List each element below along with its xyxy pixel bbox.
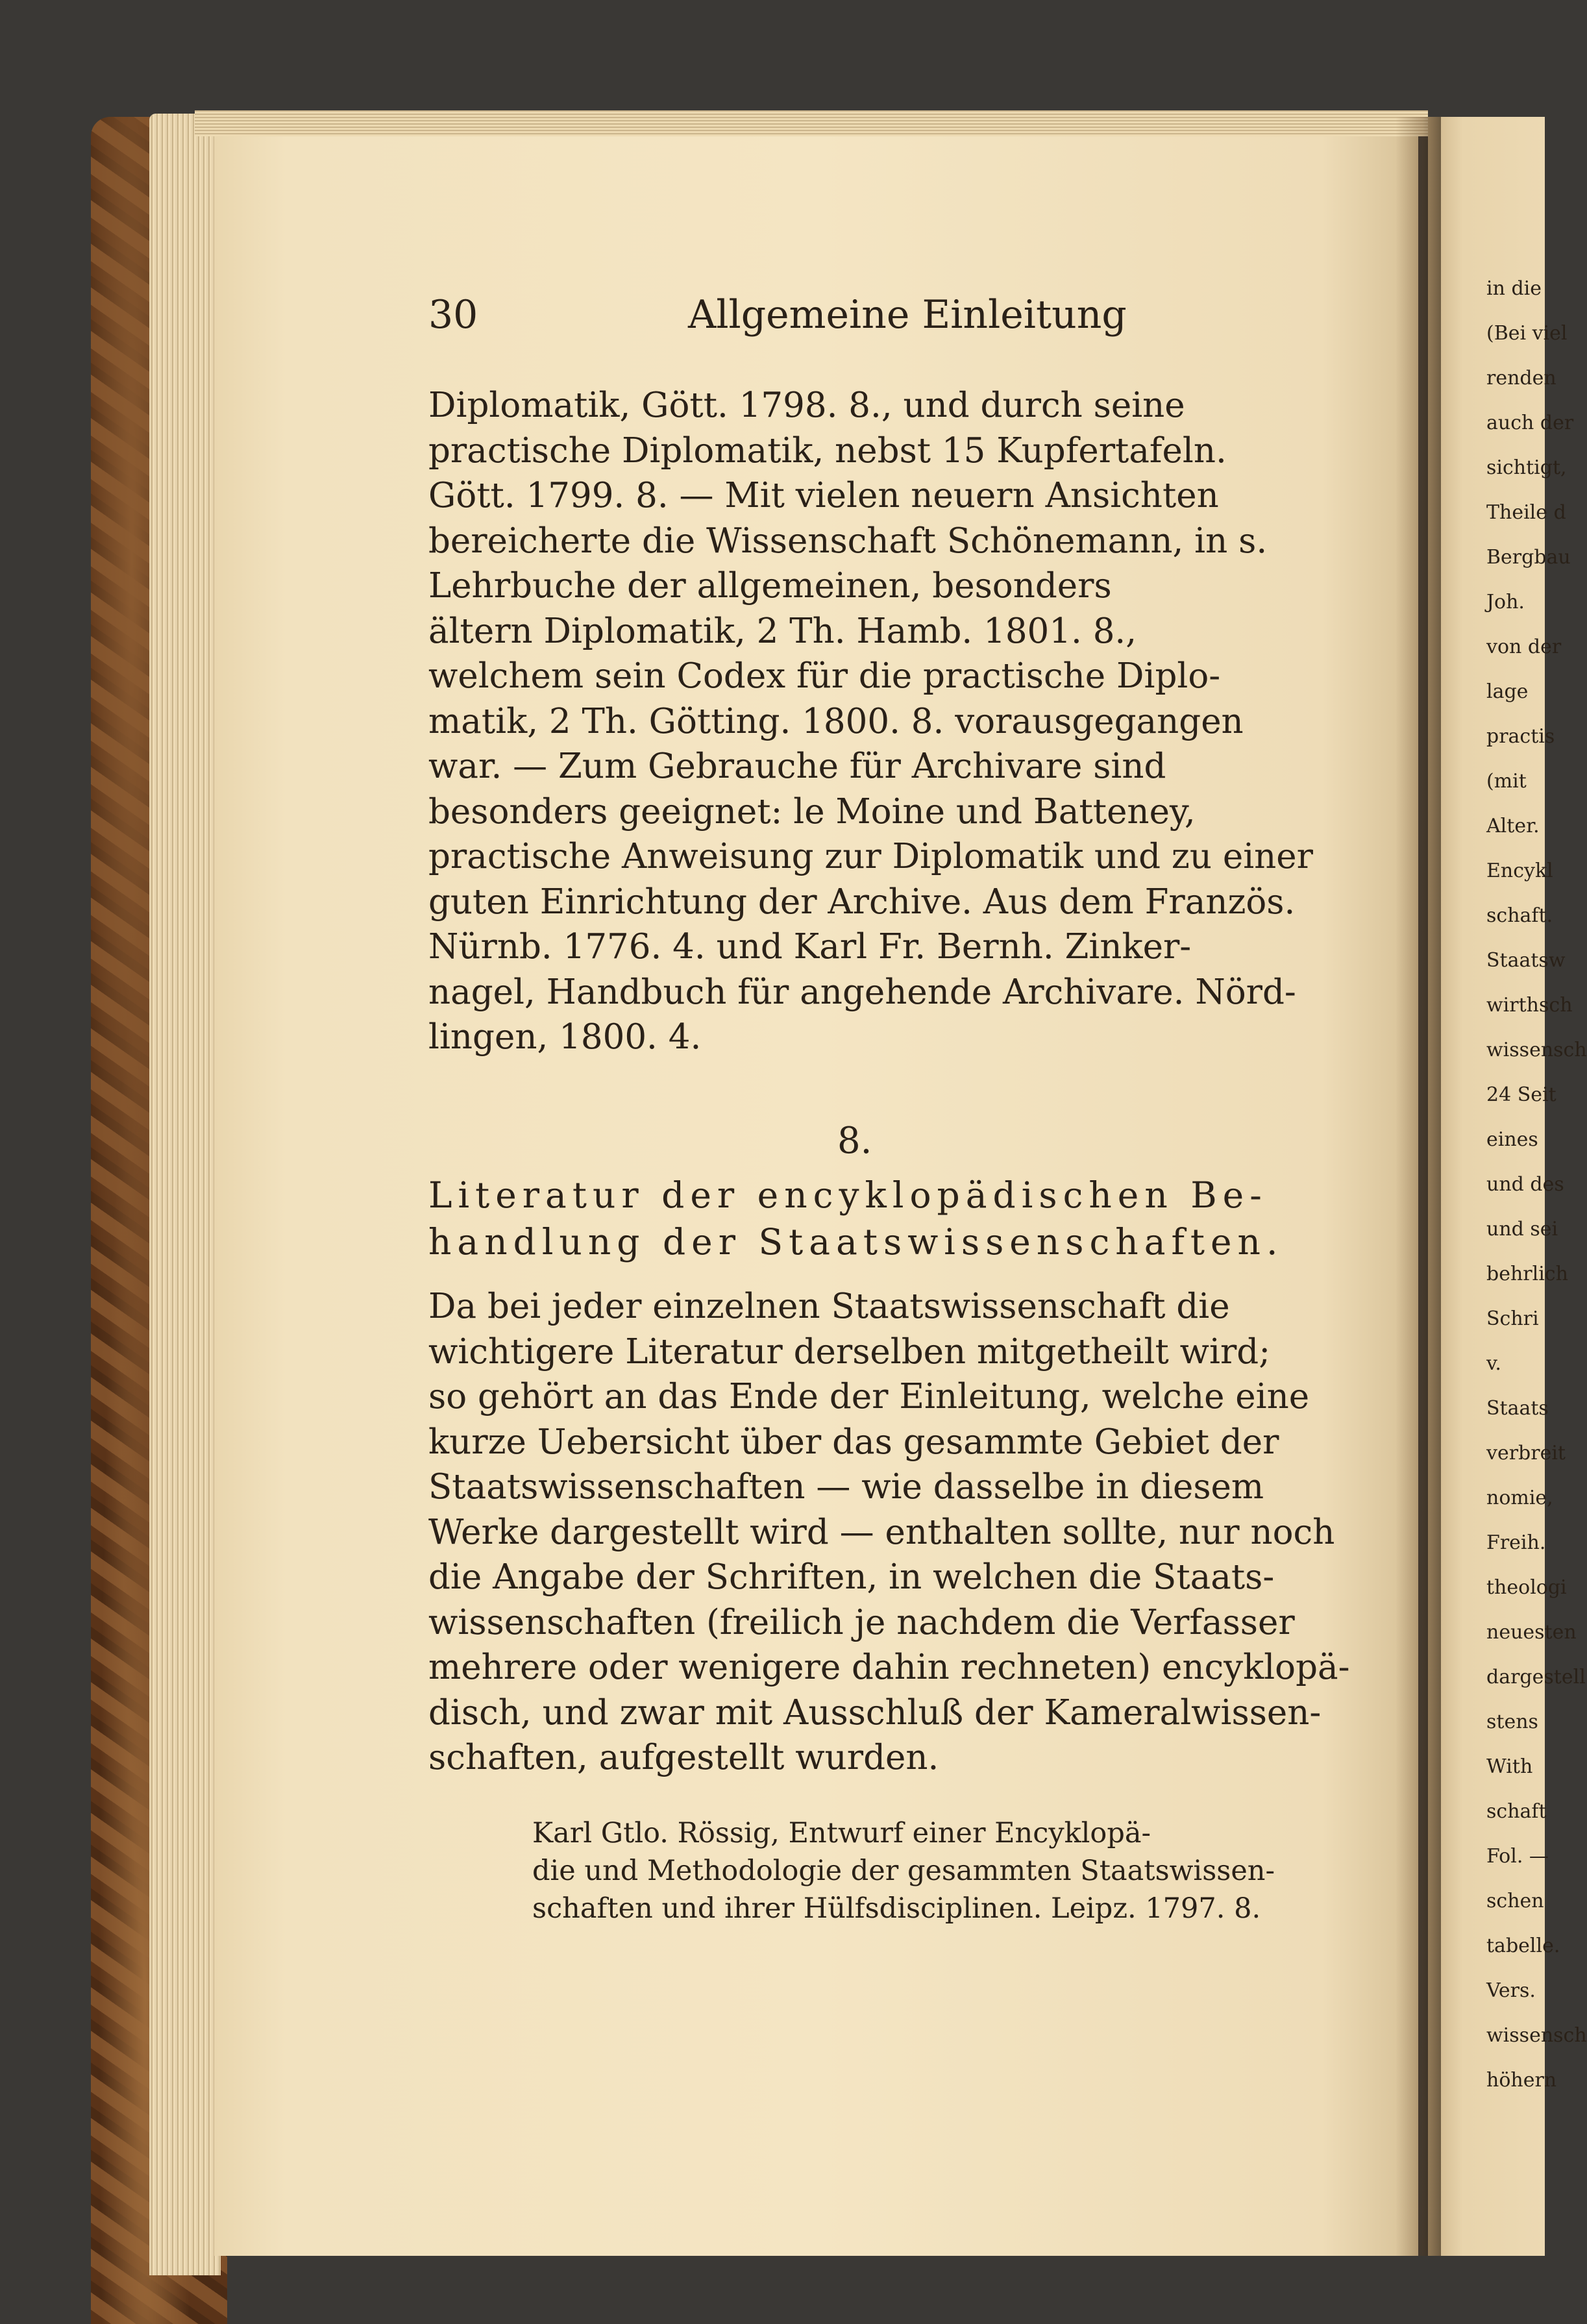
- facing-page-fragment: Alter.: [1486, 815, 1540, 837]
- text-line: ältern Diplomatik, 2 Th. Hamb. 1801. 8.,: [428, 611, 1137, 651]
- text-line: practische Diplomatik, nebst 15 Kupfertafeln.: [428, 430, 1227, 471]
- facing-page-fragment: von der: [1486, 636, 1562, 658]
- facing-page-fragment: schen: [1486, 1890, 1544, 1912]
- facing-page-fragment: wissensch: [1486, 2024, 1587, 2047]
- facing-page-fragment: Freih.: [1486, 1531, 1546, 1554]
- paragraph-1: [428, 383, 1318, 1060]
- page-top-edge: [195, 110, 1428, 136]
- facing-page-fragment: wirthsch: [1486, 994, 1573, 1017]
- text-line: Werke dargestellt wird — enthalten sollte, nur noch: [428, 1512, 1335, 1552]
- facing-page-fragment: v.: [1486, 1352, 1501, 1375]
- paragraph-2: [428, 1284, 1350, 1781]
- facing-page-fragment: lage: [1486, 680, 1529, 703]
- text-line: Gött. 1799. 8. — Mit vielen neuern Ansichten: [428, 476, 1219, 515]
- section-title-line: handlung der Staatswissenschaften.: [428, 1221, 1284, 1263]
- text-line: schaften, aufgestellt wurden.: [428, 1738, 939, 1777]
- text-line: Diplomatik, Gött. 1798. 8., und durch seine: [428, 386, 1185, 425]
- facing-page-fragment: Bergbau: [1486, 546, 1571, 569]
- page-edges: [149, 114, 221, 2275]
- text-line: wissenschaften (freilich je nachdem die Verfasser: [428, 1602, 1295, 1642]
- facing-page-fragment: With: [1486, 1755, 1533, 1778]
- facing-page-fragment: practis: [1486, 725, 1555, 748]
- text-line: guten Einrichtung der Archive. Aus dem Französ.: [428, 882, 1296, 922]
- facing-page-fragment: Fol. —: [1486, 1845, 1549, 1868]
- text-line: welchem sein Codex für die practische Diplo-: [428, 656, 1221, 696]
- footnote-line: schaften und ihrer Hülfsdisciplinen. Leipz. 1797. 8.: [532, 1892, 1261, 1925]
- facing-page-fragment: auch der: [1486, 412, 1574, 434]
- facing-page-fragment: Encykl: [1486, 859, 1553, 882]
- text-line: disch, und zwar mit Ausschluß der Kameralwissen-: [428, 1692, 1322, 1733]
- facing-page-fragment: neuesten: [1486, 1621, 1577, 1644]
- facing-page-fragment: stens: [1486, 1711, 1538, 1733]
- text-line: lingen, 1800. 4.: [428, 1017, 702, 1057]
- text-line: Da bei jeder einzelnen Staatswissenschaft die: [428, 1287, 1230, 1326]
- section-title-line: Literatur der encyklopädischen Be-: [428, 1174, 1268, 1216]
- facing-page-fragment: Theile d: [1486, 501, 1566, 524]
- facing-page-fragment: schaft.: [1486, 904, 1553, 927]
- facing-page-fragment: Vers.: [1486, 1979, 1536, 2002]
- facing-page-fragment: (mit: [1486, 770, 1527, 793]
- text-line: wichtigere Literatur derselben mitgetheilt wird;: [428, 1331, 1271, 1372]
- facing-page-fragment: schaft: [1486, 1800, 1547, 1823]
- facing-page-fragment: dargestell: [1486, 1666, 1586, 1688]
- text-line: war. — Zum Gebrauche für Archivare sind: [428, 747, 1166, 786]
- facing-page-fragment: eines: [1486, 1128, 1538, 1151]
- facing-page-fragment: sichtigt,: [1486, 456, 1567, 479]
- footnote: [532, 1814, 1318, 1927]
- facing-page-fragment: in die: [1486, 277, 1542, 300]
- facing-page-fragment: Staats: [1486, 1397, 1549, 1420]
- footnote-line: die und Methodologie der gesammten Staatswissen-: [532, 1855, 1275, 1887]
- text-line: Nürnb. 1776. 4. und Karl Fr. Bernh. Zinker-: [428, 927, 1192, 967]
- page-number: 30: [428, 292, 478, 338]
- text-line: practische Anweisung zur Diplomatik und zu einer: [428, 837, 1313, 876]
- page-header: [428, 286, 1311, 344]
- facing-page-fragment: 24 Seit: [1486, 1083, 1556, 1106]
- footnote-line: Karl Gtlo. Rössig, Entwurf einer Encyklopä-: [532, 1817, 1151, 1849]
- facing-page-fragment: und des: [1486, 1173, 1564, 1196]
- text-line: die Angabe der Schriften, in welchen die Staats-: [428, 1557, 1275, 1597]
- running-head: Allgemeine Einleitung: [688, 292, 1127, 338]
- text-line: Staatswissenschaften — wie dasselbe in diesem: [428, 1467, 1264, 1507]
- facing-page-fragment: behrlich: [1486, 1263, 1568, 1285]
- section-title: [428, 1172, 1318, 1265]
- text-line: kurze Uebersicht über das gesammte Gebiet der: [428, 1422, 1279, 1462]
- text-line: mehrere oder wenigere dahin rechneten) encyklopä-: [428, 1648, 1350, 1687]
- facing-page-fragment: höhern: [1486, 2069, 1557, 2092]
- text-line: so gehört an das Ende der Einleitung, welche eine: [428, 1377, 1310, 1416]
- facing-page-fragment: verbreit: [1486, 1442, 1566, 1465]
- facing-page-fragment: (Bei viel: [1486, 322, 1568, 345]
- facing-page-fragment: und sei: [1486, 1218, 1558, 1241]
- facing-page-fragment: tabelle.: [1486, 1935, 1560, 1957]
- facing-page-text: [1486, 266, 1587, 2103]
- text-line: besonders geeignet: le Moine und Batteney,: [428, 791, 1196, 832]
- facing-page-fragment: theologi: [1486, 1576, 1567, 1599]
- facing-page-fragment: renden: [1486, 367, 1556, 389]
- facing-page-fragment: Schri: [1486, 1307, 1539, 1330]
- facing-page-fragment: Staatsw: [1486, 949, 1566, 972]
- section-number: 8.: [837, 1120, 872, 1162]
- facing-page-fragment: nomie,: [1486, 1487, 1553, 1509]
- book-gutter: [1396, 117, 1441, 2256]
- text-line: Lehrbuche der allgemeinen, besonders: [428, 566, 1112, 606]
- text-line: bereicherte die Wissenschaft Schönemann, in s.: [428, 521, 1268, 561]
- facing-page-fragment: Joh.: [1486, 591, 1525, 613]
- text-line: matik, 2 Th. Götting. 1800. 8. vorausgegangen: [428, 701, 1244, 741]
- facing-page-fragment: wissensch: [1486, 1039, 1587, 1061]
- text-line: nagel, Handbuch für angehende Archivare. Nörd-: [428, 972, 1296, 1012]
